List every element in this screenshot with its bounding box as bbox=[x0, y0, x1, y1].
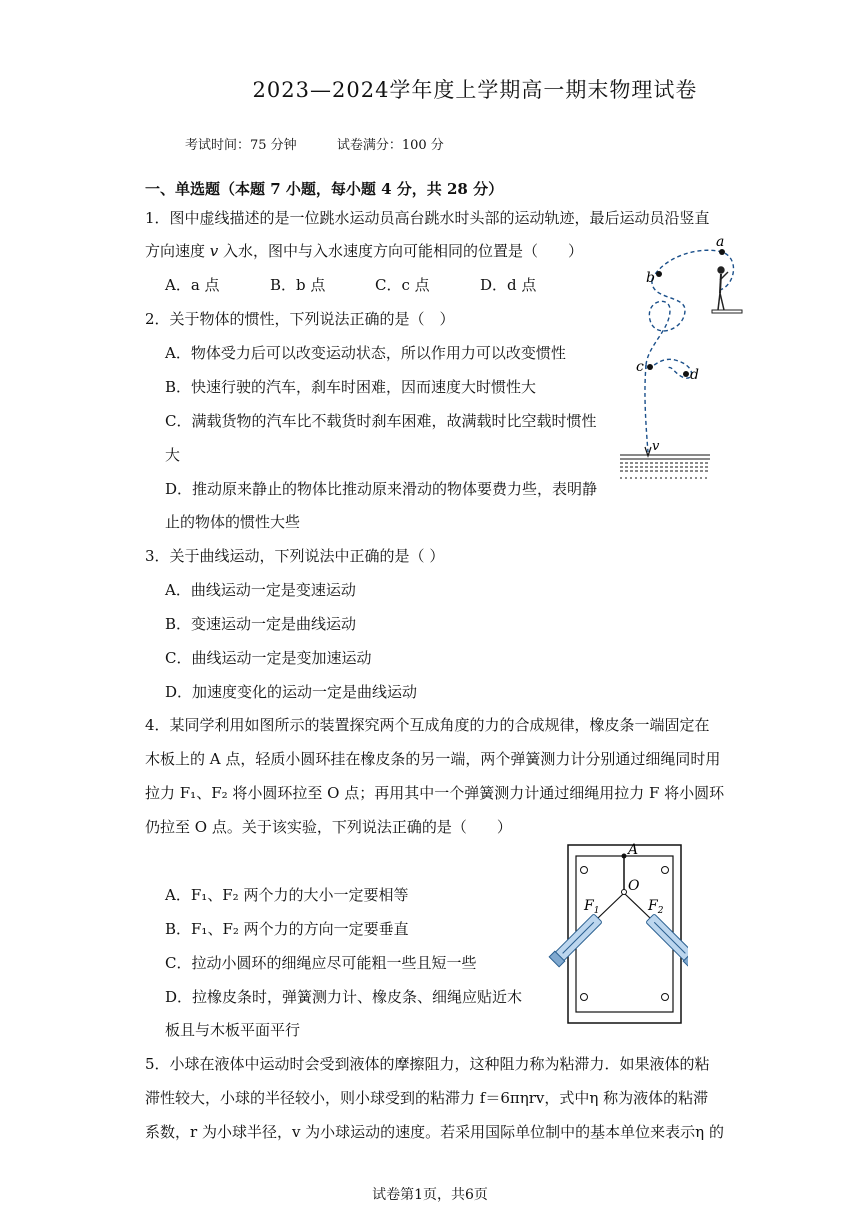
q3-stem: 3．关于曲线运动，下列说法中正确的是（ ） bbox=[145, 547, 445, 565]
label-b: b bbox=[646, 270, 655, 286]
label-F1: $F_1$ bbox=[584, 898, 600, 916]
q2-option-b: B．快速行驶的汽车，刹车时困难，因而速度大时惯性大 bbox=[165, 378, 537, 396]
q1-line1: 1．图中虚线描述的是一位跳水运动员高台跳水时头部的运动轨迹，最后运动员沿竖直 bbox=[145, 209, 710, 227]
q1-option-d: D．d 点 bbox=[480, 276, 537, 294]
q2-option-a: A．物体受力后可以改变运动状态，所以作用力可以改变惯性 bbox=[165, 344, 566, 362]
exam-score: 试卷满分：100 分 bbox=[336, 138, 444, 153]
q1-option-a: A．a 点 bbox=[165, 276, 220, 294]
q1-v: v bbox=[209, 242, 219, 260]
q4-option-d-line2: 板且与木板平面平行 bbox=[165, 1021, 301, 1039]
diving-trajectory-figure bbox=[600, 230, 760, 490]
q2-stem: 2．关于物体的惯性，下列说法正确的是（ ） bbox=[145, 310, 455, 328]
q4-option-c: C．拉动小圆环的细绳应尽可能粗一些且短一些 bbox=[165, 954, 477, 972]
point-d bbox=[683, 371, 689, 377]
q1-line2 bbox=[145, 240, 583, 262]
q5-line2: 滞性较大，小球的半径较小，则小球受到的粘滞力 f＝6πηrv，式中η 称为液体的粘滞 bbox=[145, 1089, 709, 1107]
q4-option-d-line1: D．拉橡皮条时，弹簧测力计、橡皮条、细绳应贴近木 bbox=[165, 988, 523, 1006]
page-title: 2023—2024学年度上学期高一期末物理试卷 bbox=[252, 78, 698, 102]
label-F2: $F_2$ bbox=[648, 898, 664, 916]
page-footer: 试卷第1页，共6页 bbox=[372, 1187, 488, 1203]
exam-time: 考试时间：75 分钟 bbox=[185, 138, 297, 153]
label-O: O bbox=[628, 878, 640, 894]
q4-line2: 木板上的 A 点，轻质小圆环挂在橡皮条的另一端，两个弹簧测力计分别通过细绳同时用 bbox=[145, 750, 721, 768]
q2-option-c-line1: C．满载货物的汽车比不载货时刹车困难，故满载时比空载时惯性 bbox=[165, 412, 597, 430]
q5-line3: 系数，r 为小球半径，v 为小球运动的速度。若采用国际单位制中的基本单位来表示η 的 bbox=[145, 1123, 724, 1141]
q5-line1: 5．小球在液体中运动时会受到液体的摩擦阻力，这种阻力称为粘滞力．如果液体的粘 bbox=[145, 1055, 710, 1073]
q2-option-d-line2: 止的物体的惯性大些 bbox=[165, 513, 301, 531]
q1-option-b: B．b 点 bbox=[270, 276, 326, 294]
q4-line3: 拉力 F₁、F₂ 将小圆环拉至 O 点；再用其中一个弹簧测力计通过细绳用拉力 F 将小圆环 bbox=[145, 784, 725, 802]
q4-line4: 仍拉至 O 点。关于该实验，下列说法正确的是（ ） bbox=[145, 818, 512, 836]
point-c bbox=[647, 364, 653, 370]
q1-option-c: C．c 点 bbox=[375, 276, 430, 294]
q1-line2-a: 方向速度 bbox=[145, 242, 210, 260]
q2-option-d-line1: D．推动原来静止的物体比推动原来滑动的物体要费力些，表明静 bbox=[165, 480, 598, 498]
q3-option-c: C．曲线运动一定是变加速运动 bbox=[165, 649, 372, 667]
label-d: d bbox=[690, 367, 699, 383]
q1-line2-b: 入水，图中与入水速度方向可能相同的位置是（ ） bbox=[218, 242, 584, 260]
q3-option-a: A．曲线运动一定是变速运动 bbox=[165, 581, 356, 599]
section-heading: 一、单选题（本题 7 小题，每小题 4 分，共 28 分） bbox=[145, 180, 504, 198]
label-v: v bbox=[652, 439, 660, 454]
q3-option-b: B．变速运动一定是曲线运动 bbox=[165, 615, 357, 633]
q4-line1: 4．某同学利用如图所示的装置探究两个互成角度的力的合成规律，橡皮条一端固定在 bbox=[145, 716, 710, 734]
label-c: c bbox=[636, 359, 644, 375]
point-b bbox=[656, 271, 662, 277]
q1-options bbox=[165, 274, 585, 296]
diver-icon bbox=[712, 267, 742, 313]
label-A: A bbox=[628, 842, 639, 858]
label-a: a bbox=[716, 234, 725, 250]
exam-meta bbox=[185, 134, 480, 153]
q2-option-c-line2: 大 bbox=[165, 446, 181, 464]
q3-option-d: D．加速度变化的运动一定是曲线运动 bbox=[165, 683, 418, 701]
water-surface bbox=[620, 455, 710, 478]
q4-option-a: A．F₁、F₂ 两个力的大小一定要相等 bbox=[165, 886, 409, 904]
q4-option-b: B．F₁、F₂ 两个力的方向一定要垂直 bbox=[165, 920, 409, 938]
force-board-figure bbox=[538, 842, 688, 1026]
